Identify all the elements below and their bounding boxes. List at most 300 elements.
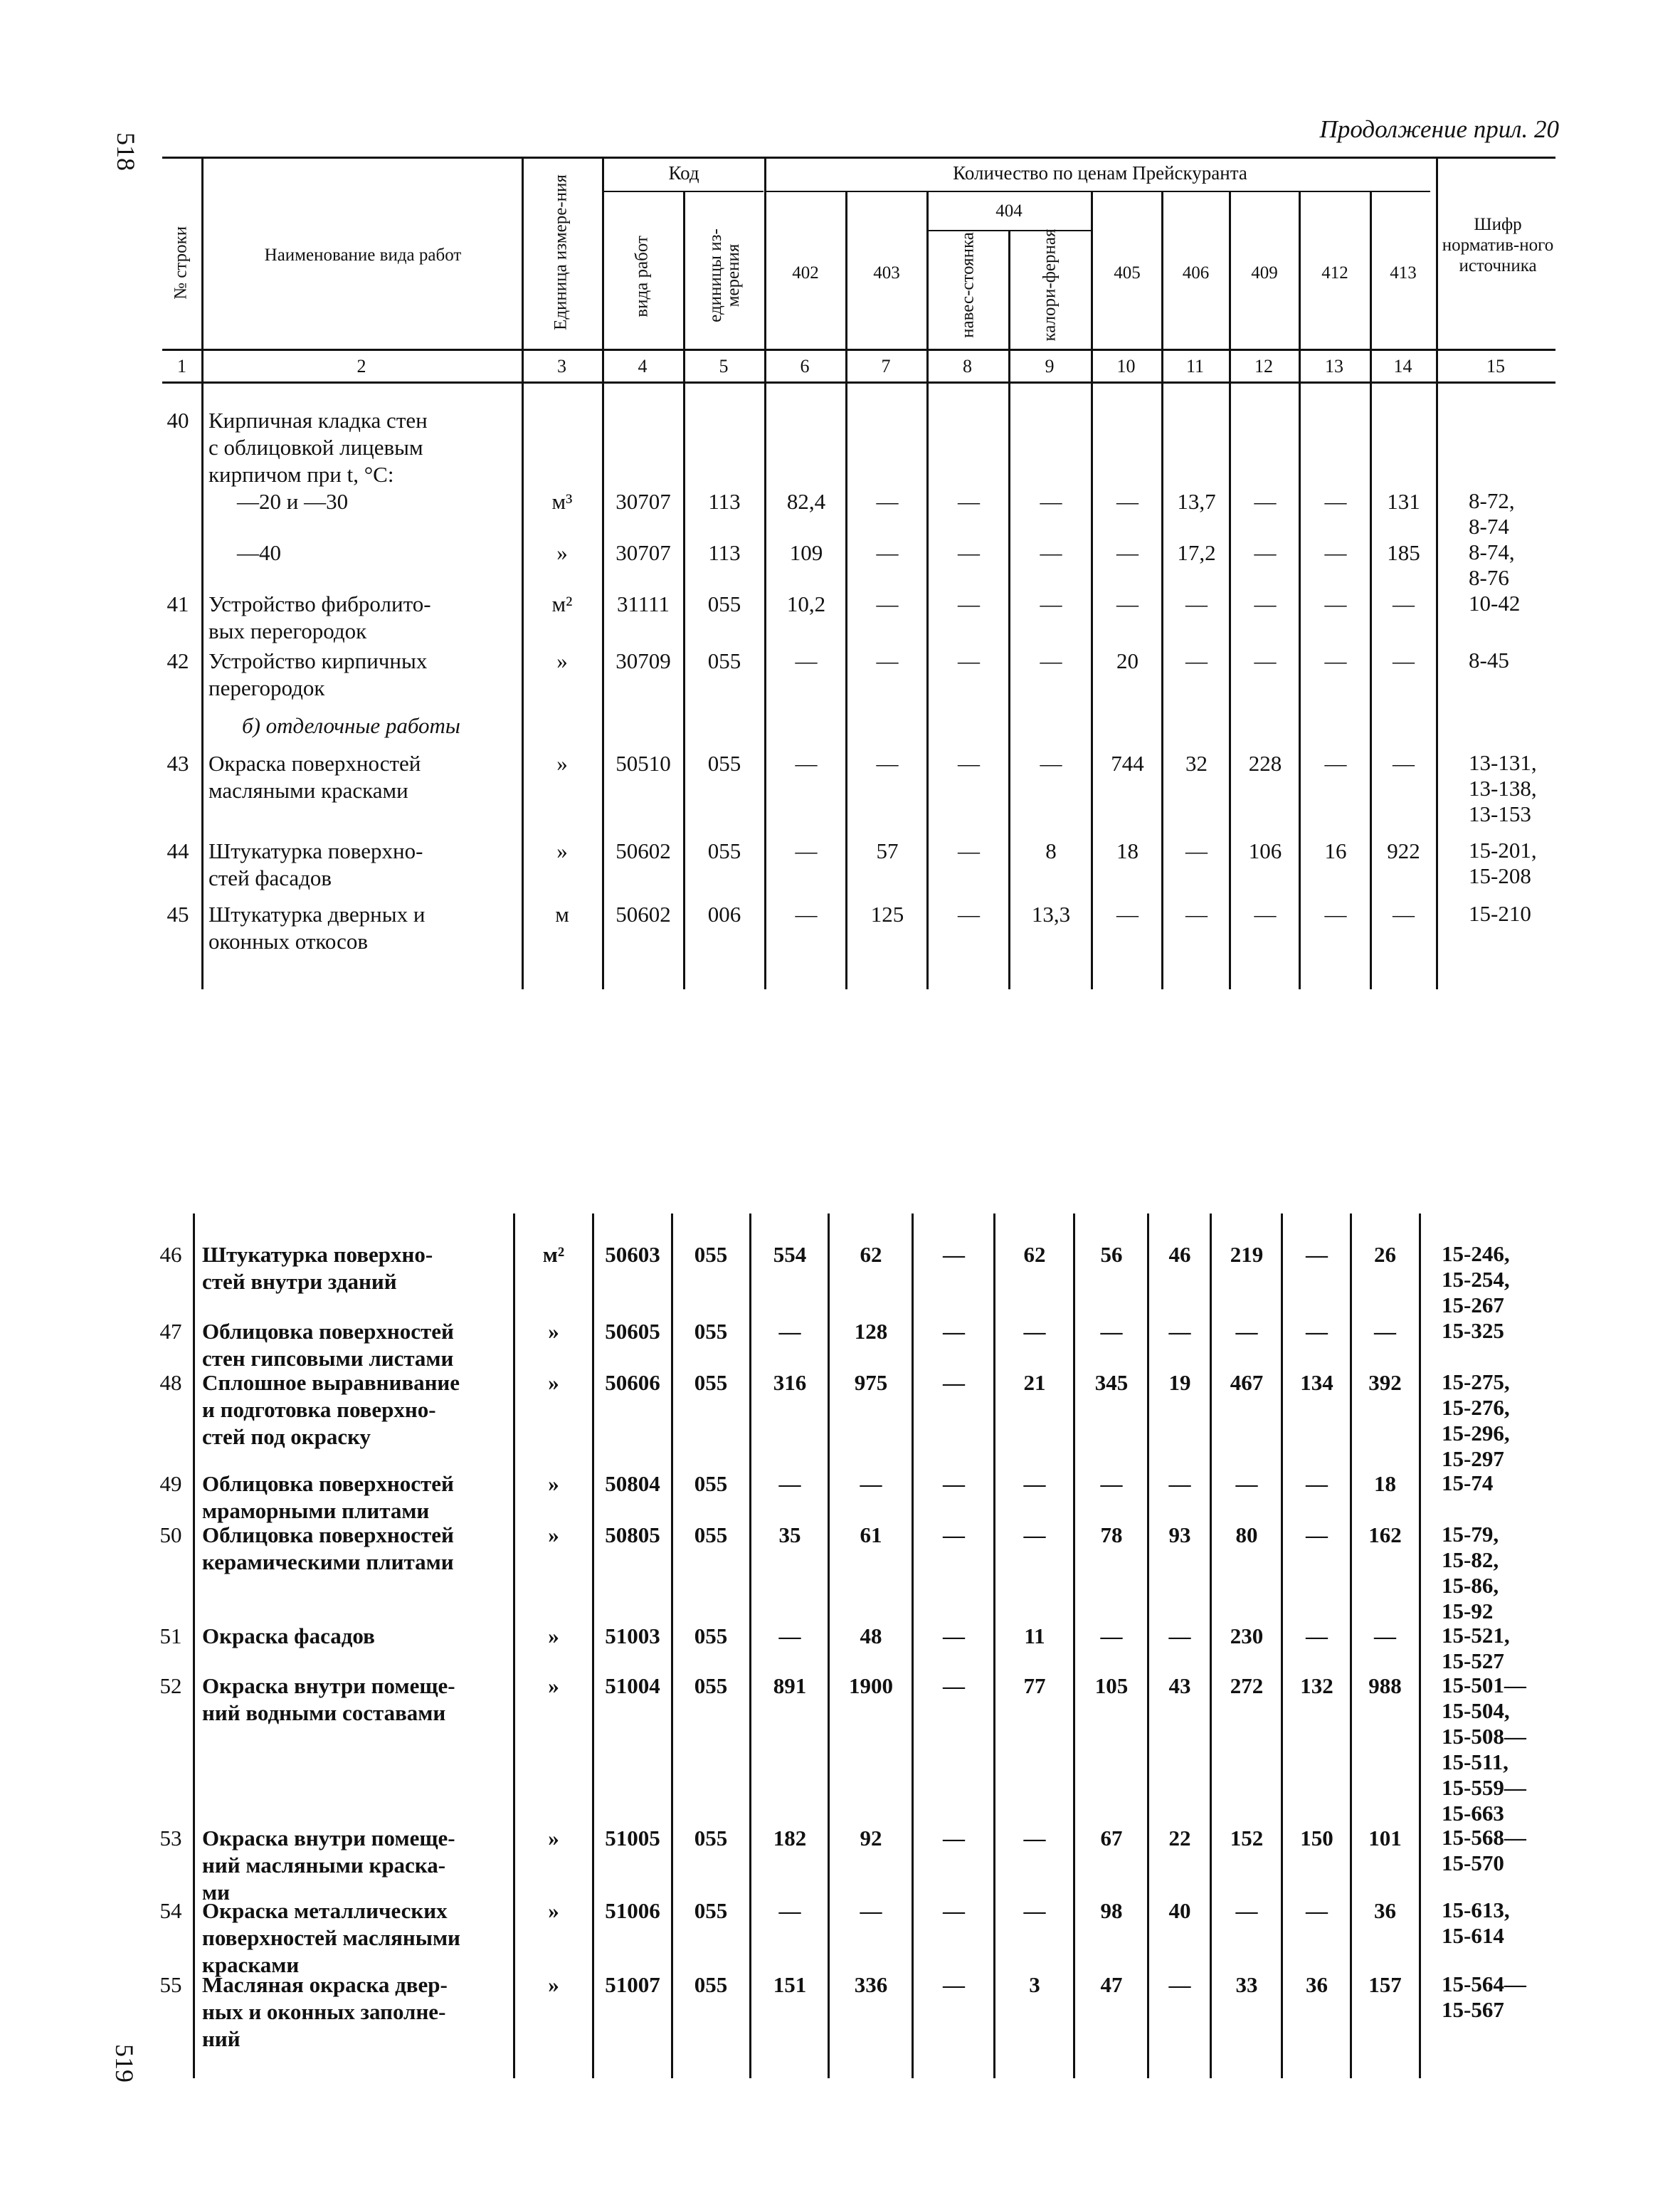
row-qty-value: 67	[1100, 1826, 1123, 1850]
row-unit-code: 055	[694, 1242, 728, 1267]
row-work-name	[208, 838, 506, 892]
row-qty-value: —	[876, 540, 899, 565]
row-work-name-line: Штукатурка дверных и	[208, 902, 426, 927]
header-name: Наименование вида работ	[264, 246, 462, 265]
row-sub-name: —40	[237, 540, 281, 565]
row-work-name-line: перегородок	[208, 675, 325, 700]
row-work-name-line: Окраска внутри помеще-	[202, 1673, 455, 1698]
row-qty-value: 230	[1230, 1623, 1264, 1648]
row-qty-value: 62	[860, 1242, 882, 1267]
row-work-name	[202, 1897, 502, 1979]
column-number: 2	[356, 356, 366, 377]
row-source-line: 8-74,	[1469, 539, 1515, 564]
column-number: 7	[881, 356, 891, 377]
row-work-name-line: Кирпичная кладка стен	[208, 408, 428, 433]
row-qty-value: 219	[1230, 1242, 1264, 1267]
row-source-line: 15-564—	[1442, 1971, 1526, 1996]
row-work-name	[202, 1971, 502, 2053]
row-code: 51004	[605, 1673, 660, 1698]
row-qty-value: —	[1116, 902, 1139, 927]
row-qty-value: —	[958, 591, 980, 616]
row-qty-value: —	[1393, 648, 1415, 673]
row-qty-value: —	[1324, 751, 1347, 776]
row-qty-value: —	[795, 751, 818, 776]
row-qty-value: —	[958, 902, 980, 927]
row-qty-value: 26	[1374, 1242, 1396, 1267]
column-number: 10	[1116, 356, 1136, 377]
row-qty-value: 20	[1116, 648, 1139, 673]
row-work-name	[202, 1673, 502, 1727]
row-source	[1442, 1825, 1526, 1876]
row-unit-code: 055	[707, 591, 741, 616]
row-qty-value: —	[1023, 1826, 1046, 1850]
row-qty-value: —	[1100, 1471, 1123, 1496]
row-source-line: 15-559—	[1442, 1775, 1526, 1800]
row-qty-value: —	[1023, 1471, 1046, 1496]
row-work-name	[202, 1369, 502, 1450]
row-unit: »	[548, 1972, 559, 1997]
header-412: 412	[1321, 263, 1348, 283]
header-409: 409	[1251, 263, 1278, 283]
row-unit-code: 055	[694, 1898, 728, 1923]
row-source-line: 15-325	[1442, 1318, 1504, 1343]
row-qty-value: —	[1185, 838, 1208, 863]
row-qty-value: —	[1100, 1623, 1123, 1648]
row-qty-value: —	[1168, 1471, 1191, 1496]
row-qty-value: 131	[1387, 489, 1420, 514]
row-unit-code: 055	[694, 1623, 728, 1648]
row-qty-value: 48	[860, 1623, 882, 1648]
column-number: 6	[800, 356, 810, 377]
row-qty-value: 3	[1029, 1972, 1040, 1997]
row-work-name-line: Окраска металлических	[202, 1898, 448, 1923]
row-source-line: 15-511,	[1442, 1749, 1509, 1774]
row-source	[1469, 488, 1515, 539]
column-number: 12	[1254, 356, 1273, 377]
row-source	[1469, 838, 1537, 889]
row-source-line: 15-210	[1469, 901, 1531, 926]
row-qty-value: 93	[1168, 1522, 1191, 1547]
row-qty-value: 744	[1111, 751, 1144, 776]
row-qty-value: —	[778, 1623, 801, 1648]
row-work-name-line: ний масляными краска-	[202, 1853, 446, 1878]
row-work-name-line: Штукатурка поверхно-	[202, 1242, 433, 1267]
row-source-line: 13-131,	[1469, 750, 1537, 775]
row-qty-value: —	[1393, 751, 1415, 776]
row-qty-value: 80	[1235, 1522, 1258, 1547]
header-413: 413	[1390, 263, 1417, 283]
row-unit-code: 006	[707, 902, 741, 927]
row-qty-value: 109	[789, 540, 823, 565]
row-qty-value: —	[1374, 1319, 1396, 1344]
row-work-name-line: поверхностей масляными	[202, 1925, 460, 1950]
row-work-name-line: Окраска поверхностей	[208, 751, 421, 776]
row-qty-value: —	[1254, 648, 1277, 673]
column-number: 1	[177, 356, 186, 377]
header-code-work: вида работ	[632, 236, 652, 317]
row-work-name	[208, 901, 506, 955]
row-qty-value: —	[943, 1319, 965, 1344]
row-work-name-line: с облицовкой лицевым	[208, 435, 423, 460]
row-work-name-line: Устройство кирпичных	[208, 648, 428, 673]
row-work-name	[202, 1470, 502, 1525]
column-number: 3	[557, 356, 566, 377]
column-number: 13	[1325, 356, 1343, 377]
row-work-name-line: Окраска внутри помеще-	[202, 1826, 455, 1850]
row-qty-value: —	[1185, 902, 1208, 927]
row-number: 47	[159, 1319, 182, 1344]
row-work-name-line: стей под окраску	[202, 1424, 371, 1449]
row-unit: »	[548, 1898, 559, 1923]
header-code-unit: единицы из-мерения	[706, 228, 743, 322]
row-qty-value: —	[778, 1471, 801, 1496]
row-qty-value: —	[1116, 489, 1139, 514]
row-work-name-line: Сплошное выравнивание	[202, 1370, 460, 1395]
row-qty-value: 554	[773, 1242, 807, 1267]
row-qty-value: 78	[1100, 1522, 1123, 1547]
row-source-line: 15-568—	[1442, 1825, 1526, 1850]
row-work-name-line: кирпичом при t, °С:	[208, 462, 394, 487]
row-work-name-line: стей внутри зданий	[202, 1269, 397, 1294]
row-qty-value: 56	[1100, 1242, 1123, 1267]
row-source-line: 15-267	[1442, 1292, 1504, 1317]
row-work-name-line: Масляная окраска двер-	[202, 1972, 448, 1997]
row-qty-value: 46	[1168, 1242, 1191, 1267]
header-406: 406	[1182, 263, 1210, 283]
row-source-line: 15-208	[1469, 863, 1531, 888]
row-source-line: 15-79,	[1442, 1522, 1499, 1547]
row-source-line: 15-92	[1442, 1599, 1494, 1623]
row-source-line: 10-42	[1469, 591, 1521, 616]
row-qty-value: 125	[870, 902, 904, 927]
row-work-name	[208, 407, 506, 488]
row-number: 54	[159, 1898, 182, 1923]
row-qty-value: 182	[773, 1826, 807, 1850]
row-qty-value: —	[1040, 540, 1062, 565]
row-source	[1442, 1623, 1510, 1674]
row-number: 50	[159, 1522, 182, 1547]
row-code: 51007	[605, 1972, 660, 1997]
row-source-line: 15-501—	[1442, 1673, 1526, 1697]
row-source-line: 13-138,	[1469, 776, 1537, 801]
row-qty-value: 975	[854, 1370, 888, 1395]
row-qty-value: 17,2	[1177, 540, 1216, 565]
row-qty-value: —	[1023, 1319, 1046, 1344]
row-qty-value: —	[958, 648, 980, 673]
row-qty-value: 134	[1300, 1370, 1333, 1395]
row-qty-value: —	[1324, 902, 1347, 927]
row-source-line: 15-296,	[1442, 1421, 1510, 1446]
row-work-name-line: вых перегородок	[208, 618, 367, 643]
row-qty-value: —	[1235, 1319, 1258, 1344]
row-work-name-line: Облицовка поверхностей	[202, 1471, 454, 1496]
row-source	[1442, 1241, 1510, 1318]
row-qty-value: —	[1306, 1242, 1328, 1267]
row-code: 50603	[605, 1242, 660, 1267]
column-number: 9	[1045, 356, 1055, 377]
row-work-name-line: стей фасадов	[208, 865, 332, 890]
row-qty-value: —	[1023, 1898, 1046, 1923]
row-qty-value: 185	[1387, 540, 1420, 565]
row-unit-code: 113	[708, 489, 741, 514]
row-unit: »	[548, 1471, 559, 1496]
row-qty-value: 467	[1230, 1370, 1264, 1395]
row-work-name-line: Облицовка поверхностей	[202, 1319, 454, 1344]
row-source	[1469, 901, 1531, 927]
row-qty-value: 82,4	[786, 489, 826, 514]
row-qty-value: —	[1235, 1471, 1258, 1496]
row-source-line: 15-527	[1442, 1648, 1504, 1673]
row-code: 50605	[605, 1319, 660, 1344]
row-sub-name: —20 и —30	[237, 489, 349, 514]
row-work-name	[202, 1318, 502, 1372]
row-source-line: 15-613,	[1442, 1897, 1510, 1922]
header-404a: навес-стоянка	[958, 232, 978, 338]
row-qty-value: —	[1040, 648, 1062, 673]
column-number: 8	[963, 356, 972, 377]
row-qty-value: 33	[1235, 1972, 1258, 1997]
row-qty-value: 11	[1024, 1623, 1045, 1648]
row-work-name-line: Устройство фибролито-	[208, 591, 431, 616]
row-source	[1442, 1971, 1526, 2023]
row-qty-value: —	[1168, 1319, 1191, 1344]
row-qty-value: —	[1040, 591, 1062, 616]
row-code: 50805	[605, 1522, 660, 1547]
row-source-line: 15-82,	[1442, 1547, 1499, 1572]
row-qty-value: —	[1023, 1522, 1046, 1547]
row-qty-value: 151	[773, 1972, 807, 1997]
row-qty-value: —	[1324, 591, 1347, 616]
row-number: 53	[159, 1826, 182, 1850]
row-qty-value: —	[1324, 648, 1347, 673]
row-unit: »	[556, 540, 568, 565]
row-qty-value: 10,2	[786, 591, 826, 616]
row-unit: »	[556, 648, 568, 673]
row-source-line: 15-74	[1442, 1470, 1494, 1495]
row-source	[1442, 1673, 1526, 1826]
row-unit: м³	[551, 489, 573, 514]
row-qty-value: 47	[1100, 1972, 1123, 1997]
row-qty-value: —	[943, 1826, 965, 1850]
row-work-name	[202, 1623, 502, 1650]
row-qty-value: 18	[1374, 1471, 1396, 1496]
row-qty-value: —	[1185, 648, 1208, 673]
row-work-name	[208, 648, 506, 702]
row-number: 52	[159, 1673, 182, 1698]
row-qty-value: —	[1254, 540, 1277, 565]
row-source-line: 15-521,	[1442, 1623, 1510, 1648]
column-number: 14	[1393, 356, 1412, 377]
row-number: 48	[159, 1370, 182, 1395]
row-source	[1442, 1522, 1499, 1624]
row-unit: м²	[551, 591, 573, 616]
row-qty-value: —	[1306, 1623, 1328, 1648]
column-number: 4	[638, 356, 648, 377]
column-number: 5	[719, 356, 729, 377]
row-qty-value: 40	[1168, 1898, 1191, 1923]
row-unit-code: 113	[708, 540, 741, 565]
row-qty-value: 162	[1368, 1522, 1402, 1547]
row-qty-value: 13,7	[1177, 489, 1216, 514]
row-source-line: 8-74	[1469, 514, 1509, 539]
row-qty-value: —	[1040, 489, 1062, 514]
row-number: 41	[167, 591, 189, 616]
row-source	[1469, 750, 1537, 827]
header-403: 403	[873, 263, 900, 283]
row-code: 50510	[616, 751, 671, 776]
row-qty-value: —	[1116, 591, 1139, 616]
row-qty-value: —	[958, 540, 980, 565]
row-unit-code: 055	[694, 1826, 728, 1850]
row-source-line: 15-246,	[1442, 1241, 1510, 1266]
row-qty-value: 101	[1368, 1826, 1402, 1850]
row-qty-value: 228	[1248, 751, 1282, 776]
row-qty-value: 19	[1168, 1370, 1191, 1395]
row-unit: м²	[542, 1242, 565, 1267]
row-unit-code: 055	[694, 1972, 728, 1997]
row-work-name-line: масляными красками	[208, 778, 408, 803]
row-number: 51	[159, 1623, 182, 1648]
row-qty-value: 61	[860, 1522, 882, 1547]
row-qty-value: —	[1168, 1623, 1191, 1648]
row-qty-value: 57	[876, 838, 899, 863]
row-work-name-line: керамическими плитами	[202, 1549, 454, 1574]
row-qty-value: 77	[1023, 1673, 1046, 1698]
row-code: 51006	[605, 1898, 660, 1923]
row-qty-value: —	[1374, 1623, 1396, 1648]
row-qty-value: 32	[1185, 751, 1208, 776]
row-number: 40	[167, 408, 189, 433]
row-qty-value: 1900	[849, 1673, 893, 1698]
row-qty-value: —	[943, 1673, 965, 1698]
row-qty-value: —	[943, 1242, 965, 1267]
row-source-line: 8-72,	[1469, 488, 1515, 513]
row-qty-value: —	[876, 489, 899, 514]
row-source-line: 15-276,	[1442, 1395, 1510, 1420]
row-source-line: 15-663	[1442, 1801, 1504, 1826]
row-source-line: 15-567	[1442, 1997, 1504, 2022]
row-number: 55	[159, 1972, 182, 1997]
row-qty-value: 13,3	[1031, 902, 1071, 927]
row-work-name-line: и подготовка поверхно-	[202, 1397, 436, 1422]
row-qty-value: —	[876, 751, 899, 776]
row-code: 30707	[616, 540, 671, 565]
row-source-line: 8-45	[1469, 648, 1509, 673]
row-number: 45	[167, 902, 189, 927]
row-qty-value: 105	[1094, 1673, 1129, 1698]
row-qty-value: 16	[1324, 838, 1347, 863]
row-qty-value: 152	[1230, 1826, 1264, 1850]
row-qty-value: —	[795, 838, 818, 863]
row-unit-code: 055	[694, 1471, 728, 1496]
row-qty-value: 106	[1248, 838, 1282, 863]
row-unit-code: 055	[694, 1673, 728, 1698]
row-work-name-line: ний	[202, 2026, 241, 2051]
row-qty-value: —	[1254, 489, 1277, 514]
row-number: 49	[159, 1471, 182, 1496]
row-qty-value: 336	[854, 1972, 888, 1997]
section-title: б) отделочные работы	[242, 713, 460, 738]
row-qty-value: 891	[773, 1673, 807, 1698]
header-404: 404	[995, 201, 1023, 221]
row-source-line: 15-297	[1442, 1446, 1504, 1471]
row-unit: »	[548, 1370, 559, 1395]
row-qty-value: 128	[854, 1319, 888, 1344]
row-qty-value: 62	[1023, 1242, 1046, 1267]
row-source-line: 15-504,	[1442, 1698, 1510, 1723]
row-qty-value: 22	[1168, 1826, 1191, 1850]
row-qty-value: —	[1254, 591, 1277, 616]
row-qty-value: —	[1040, 751, 1062, 776]
row-qty-value: —	[778, 1319, 801, 1344]
row-source-line: 15-254,	[1442, 1267, 1510, 1292]
row-qty-value: —	[958, 838, 980, 863]
header-src: Шифр норматив-ного источника	[1442, 215, 1554, 275]
row-code: 50804	[605, 1471, 660, 1496]
row-qty-value: —	[958, 751, 980, 776]
row-qty-value: —	[943, 1898, 965, 1923]
row-source	[1469, 539, 1515, 591]
row-code: 50602	[616, 902, 671, 927]
row-qty-value: —	[1306, 1522, 1328, 1547]
row-work-name-line: ний водными составами	[202, 1700, 446, 1725]
row-source	[1442, 1897, 1510, 1949]
row-qty-value: 43	[1168, 1673, 1191, 1698]
row-unit-code: 055	[694, 1319, 728, 1344]
row-qty-value: 8	[1045, 838, 1057, 863]
row-qty-value: 92	[860, 1826, 882, 1850]
row-work-name-line: Облицовка поверхностей	[202, 1522, 454, 1547]
row-qty-value: —	[1306, 1898, 1328, 1923]
row-unit: »	[556, 751, 568, 776]
row-work-name	[208, 750, 506, 804]
row-work-name-line: оконных откосов	[208, 929, 369, 954]
row-code: 50606	[605, 1370, 660, 1395]
continuation-caption: Продолжение прил. 20	[1319, 115, 1559, 143]
row-qty-value: 36	[1374, 1898, 1396, 1923]
row-source-line: 15-570	[1442, 1850, 1504, 1875]
header-row-no: № строки	[171, 226, 191, 300]
row-qty-value: —	[1100, 1319, 1123, 1344]
row-qty-value: —	[1393, 902, 1415, 927]
row-qty-value: —	[795, 902, 818, 927]
header-404b: калори-ферная	[1040, 228, 1060, 342]
row-qty-value: —	[860, 1898, 882, 1923]
row-unit: »	[548, 1522, 559, 1547]
row-source-line: 8-76	[1469, 565, 1509, 590]
row-work-name-line: ми	[202, 1880, 230, 1905]
row-unit: »	[548, 1826, 559, 1850]
row-source-line: 13-153	[1469, 801, 1531, 826]
row-number: 46	[159, 1242, 182, 1267]
row-qty-value: —	[1235, 1898, 1258, 1923]
row-source-line: 15-275,	[1442, 1369, 1510, 1394]
row-unit: »	[548, 1623, 559, 1648]
row-qty-value: —	[876, 648, 899, 673]
row-qty-value: 36	[1306, 1972, 1328, 1997]
row-number: 42	[167, 648, 189, 673]
row-qty-value: —	[860, 1471, 882, 1496]
row-source	[1469, 591, 1520, 616]
header-402: 402	[792, 263, 819, 283]
row-work-name	[202, 1825, 502, 1906]
row-qty-value: —	[795, 648, 818, 673]
header-unit: Единица измере-ния	[551, 174, 571, 330]
row-qty-value: —	[943, 1522, 965, 1547]
row-qty-value: 922	[1387, 838, 1420, 863]
row-qty-value: —	[876, 591, 899, 616]
row-unit-code: 055	[707, 751, 741, 776]
